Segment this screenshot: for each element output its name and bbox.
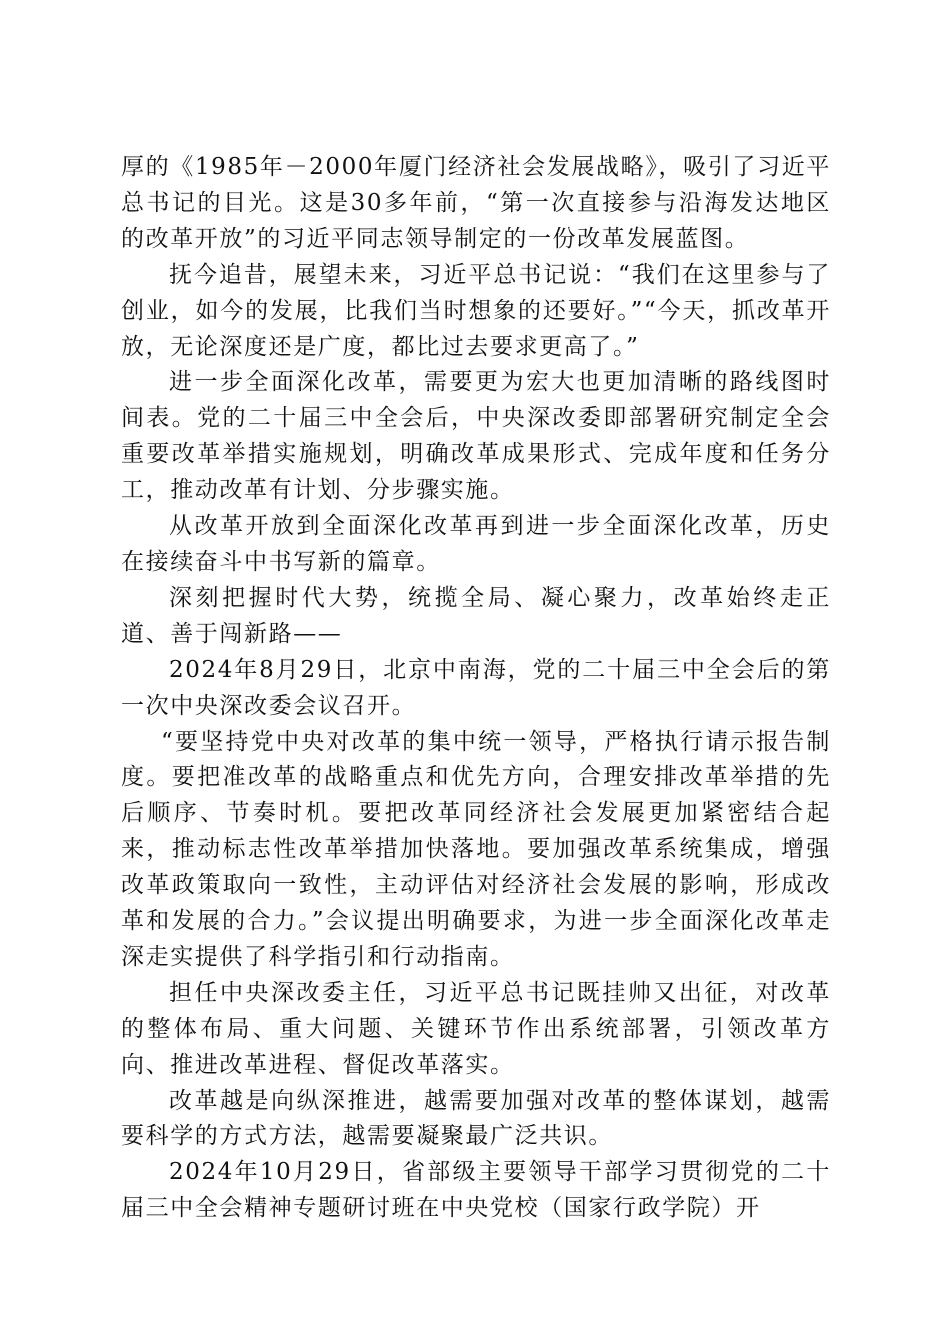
paragraph-9: 改革越是向纵深推进，越需要加强对改革的整体谋划，越需要科学的方式方法，越需要凝聚最广泛共识。 bbox=[121, 1087, 831, 1150]
paragraph-7: “要坚持党中央对改革的集中统一领导，严格执行请示报告制度。要把准改革的战略重点和优先方向，合理安排改革举措的先后顺序、节奏时机。要把改革同经济社会发展更加紧密结合起来，推动标志性改革举措加快落地。要加强改革系统集成，增强改革政策取向一致性，主动评估对经济社会发展的影响，形成改革和发展的合力。”会议提出明确要求，为进一步全面深化改革走深走实提供了科学指引和行动指南。 bbox=[121, 728, 831, 970]
paragraph-2: 抚今追昔，展望未来，习近平总书记说：“我们在这里参与了创业，如今的发展，比我们当时想象的还要好。”“今天，抓改革开放，无论深度还是广度，都比过去要求更高了。” bbox=[121, 261, 831, 360]
paragraph-1: 厚的《1985年－2000年厦门经济社会发展战略》，吸引了习近平总书记的目光。这是30多年前，“第一次直接参与沿海发达地区的改革开放”的习近平同志领导制定的一份改革发展蓝图。 bbox=[121, 154, 831, 252]
paragraph-10: 2024年10月29日，省部级主要领导干部学习贯彻党的二十届三中全会精神专题研讨班在中央党校（国家行政学院）开 bbox=[121, 1159, 831, 1222]
body-text bbox=[121, 150, 831, 1227]
paragraph-4: 从改革开放到全面深化改革再到进一步全面深化改革，历史在接续奋斗中书写新的篇章。 bbox=[121, 513, 831, 575]
paragraph-5: 深刻把握时代大势，统揽全局、凝心聚力，改革始终走正道、善于闯新路—— bbox=[121, 584, 831, 647]
paragraph-8: 担任中央深改委主任，习近平总书记既挂帅又出征，对改革的整体布局、重大问题、关键环节作出系统部署，引领改革方向、推进改革进程、督促改革落实。 bbox=[121, 979, 831, 1078]
paragraph-6: 2024年8月29日，北京中南海，党的二十届三中全会后的第一次中央深改委会议召开。 bbox=[121, 656, 831, 719]
paragraph-3: 进一步全面深化改革，需要更为宏大也更加清晰的路线图时间表。党的二十届三中全会后，中央深改委即部署研究制定全会重要改革举措实施规划，明确改革成果形式、完成年度和任务分工，推动改革有计划、分步骤实施。 bbox=[121, 369, 831, 504]
